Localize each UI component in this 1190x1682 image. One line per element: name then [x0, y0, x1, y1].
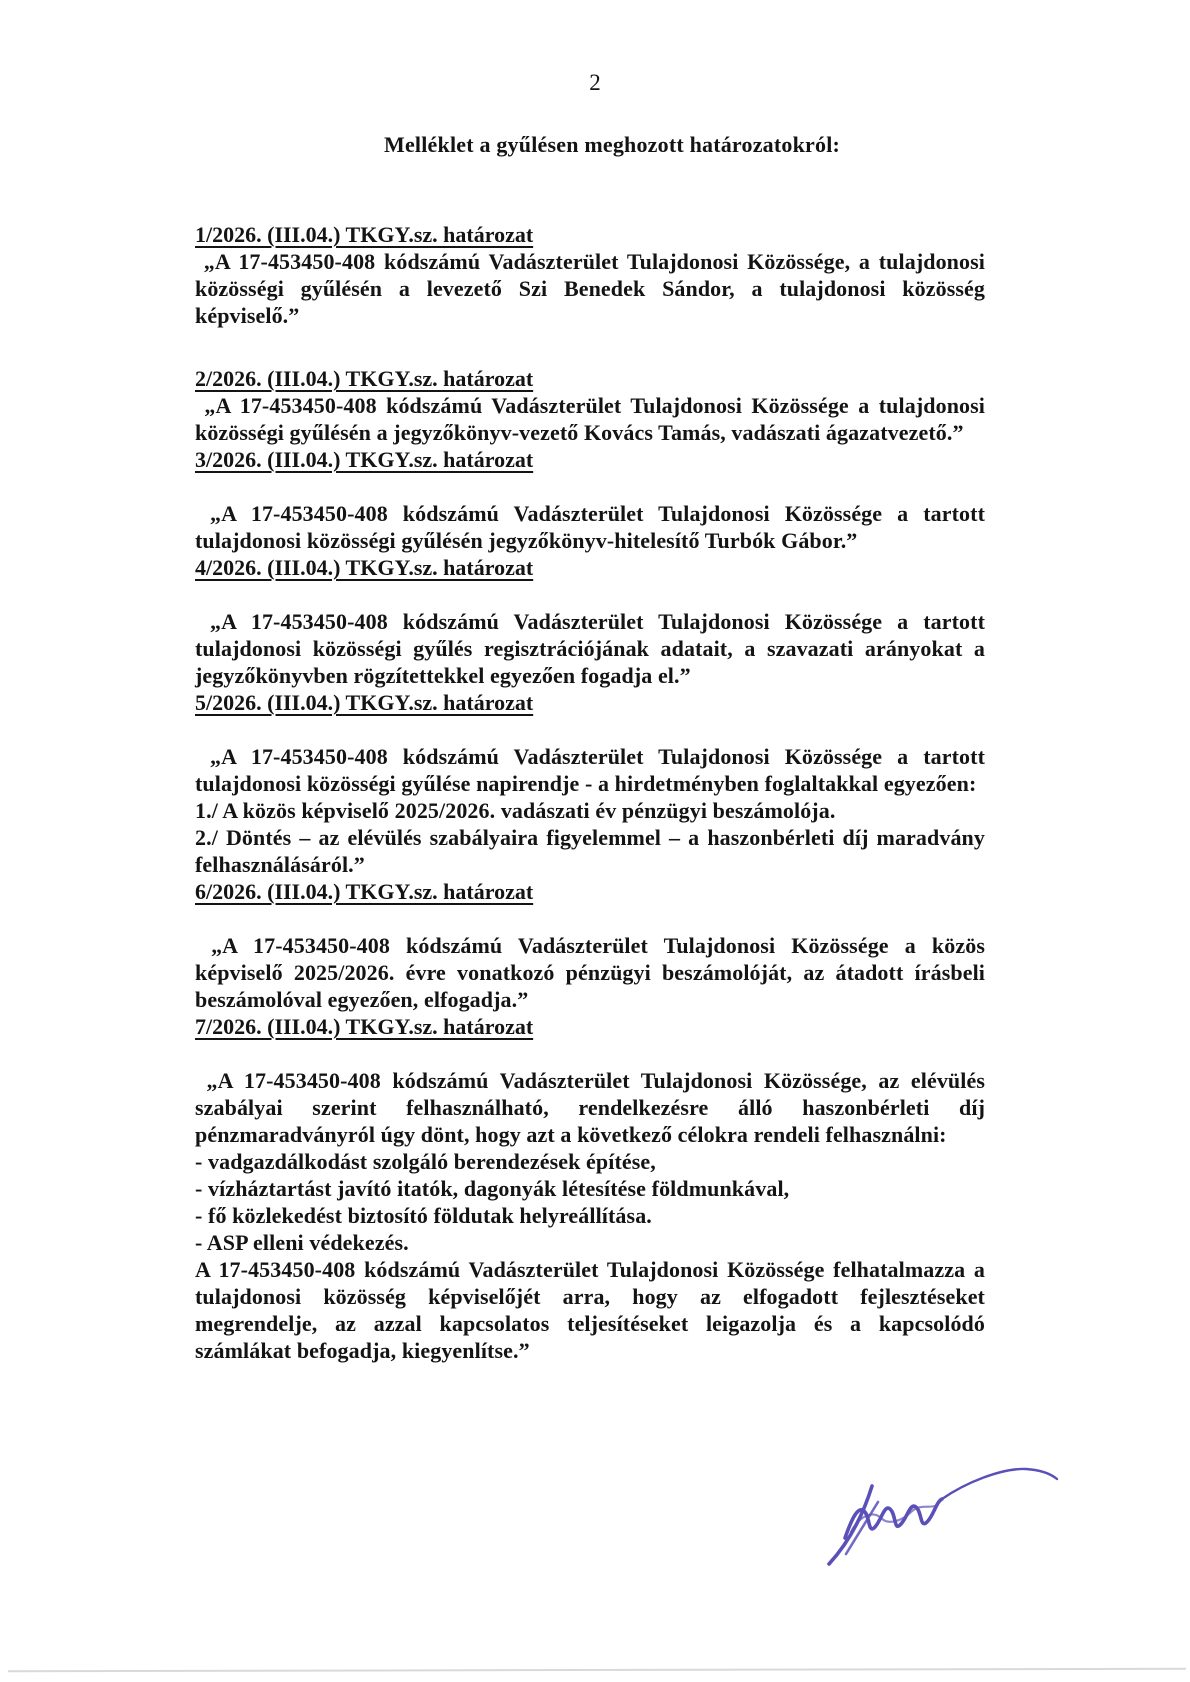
resolution-section — [195, 446, 985, 554]
resolution-section — [195, 221, 985, 329]
resolutions-list — [195, 221, 985, 1364]
resolution-paragraph: „A 17-453450-408 kódszámú Vadászterület Tulajdonosi Közössége a tulajdonosi közösségi gyűlésén a jegyzőkönyv-vezető Kovács Tamás, vadászati ágazatvezető.” — [195, 393, 985, 445]
resolution-body — [195, 500, 985, 554]
scan-artifact-line — [8, 1668, 1186, 1672]
resolution-section — [195, 554, 985, 689]
resolution-body — [195, 248, 985, 329]
resolution-paragraph: „A 17-453450-408 kódszámú Vadászterület Tulajdonosi Közössége, az elévülés szabályai szerint felhasználható, rendelkezésre álló haszonbérleti díj pénzmaradványról úgy dönt, hogy azt a következő célokra rendeli felhasználni: — [195, 1068, 985, 1147]
resolution-paragraph: „A 17-453450-408 kódszámú Vadászterület Tulajdonosi Közössége a tartott tulajdonosi közösségi gyűlésén jegyzőkönyv-hitelesítő Turbók Gábor.” — [195, 501, 985, 553]
resolution-section — [195, 878, 985, 1013]
resolution-heading: 1/2026. (III.04.) TKGY.sz. határozat — [195, 222, 534, 247]
resolution-heading: 2/2026. (III.04.) TKGY.sz. határozat — [195, 366, 534, 391]
resolution-body — [195, 932, 985, 1013]
resolution-heading: 5/2026. (III.04.) TKGY.sz. határozat — [195, 690, 534, 715]
resolution-paragraph: - ASP elleni védekezés. — [195, 1230, 409, 1255]
signature-handwritten — [815, 1456, 1065, 1571]
resolution-body — [195, 743, 985, 878]
resolution-heading: 7/2026. (III.04.) TKGY.sz. határozat — [195, 1014, 534, 1039]
resolution-paragraph: - vízháztartást javító itatók, dagonyák létesítése földmunkával, — [195, 1176, 790, 1201]
resolution-body — [195, 392, 985, 446]
resolution-paragraph: - vadgazdálkodást szolgáló berendezések építése, — [195, 1149, 656, 1174]
resolution-paragraph: „A 17-453450-408 kódszámú Vadászterület Tulajdonosi Közössége, a tulajdonosi közösségi gyűlésén a levezető Szi Benedek Sándor, a tulajdonosi közösség képviselő.” — [195, 249, 985, 328]
resolution-paragraph: 1./ A közös képviselő 2025/2026. vadászati év pénzügyi beszámolója. — [195, 798, 836, 823]
resolution-paragraph: 2./ Döntés – az elévülés szabályaira figyelemmel – a haszonbérleti díj maradvány felhasználásáról.” — [195, 825, 985, 877]
resolution-section — [195, 365, 985, 446]
resolution-paragraph: A 17-453450-408 kódszámú Vadászterület Tulajdonosi Közössége felhatalmazza a tulajdonosi közösség képviselőjét arra, hogy az elfogadott fejlesztéseket megrendelje, az azzal kapcsolatos teljesítéseket leigazolja és a kapcsolódó számlákat befogadja, kiegyenlítse.” — [195, 1257, 985, 1363]
resolution-paragraph: „A 17-453450-408 kódszámú Vadászterület Tulajdonosi Közössége a tartott tulajdonosi közösségi gyűlés regisztrációjának adatait, a szavazati arányokat a jegyzőkönyvben rögzítettekkel egyezően fogadja el.” — [195, 609, 985, 688]
resolution-heading: 3/2026. (III.04.) TKGY.sz. határozat — [195, 447, 534, 472]
resolution-paragraph: „A 17-453450-408 kódszámú Vadászterület Tulajdonosi Közössége a tartott tulajdonosi közösségi gyűlése napirendje - a hirdetményben foglaltakkal egyezően: — [195, 744, 985, 796]
resolution-paragraph: - fő közlekedést biztosító földutak helyreállítása. — [195, 1203, 652, 1228]
resolution-paragraph: „A 17-453450-408 kódszámú Vadászterület Tulajdonosi Közössége a közös képviselő 2025/2026. évre vonatkozó pénzügyi beszámolóját, az átadott írásbeli beszámolóval egyezően, elfogadja.” — [195, 933, 985, 1012]
document-title: Melléklet a gyűlésen meghozott határozatokról: — [384, 132, 841, 157]
resolution-body — [195, 1067, 985, 1364]
page-number: 2 — [589, 70, 601, 95]
resolution-heading: 4/2026. (III.04.) TKGY.sz. határozat — [195, 555, 534, 580]
resolution-section — [195, 689, 985, 878]
resolution-body — [195, 608, 985, 689]
resolution-heading: 6/2026. (III.04.) TKGY.sz. határozat — [195, 879, 534, 904]
resolution-section — [195, 1013, 985, 1364]
